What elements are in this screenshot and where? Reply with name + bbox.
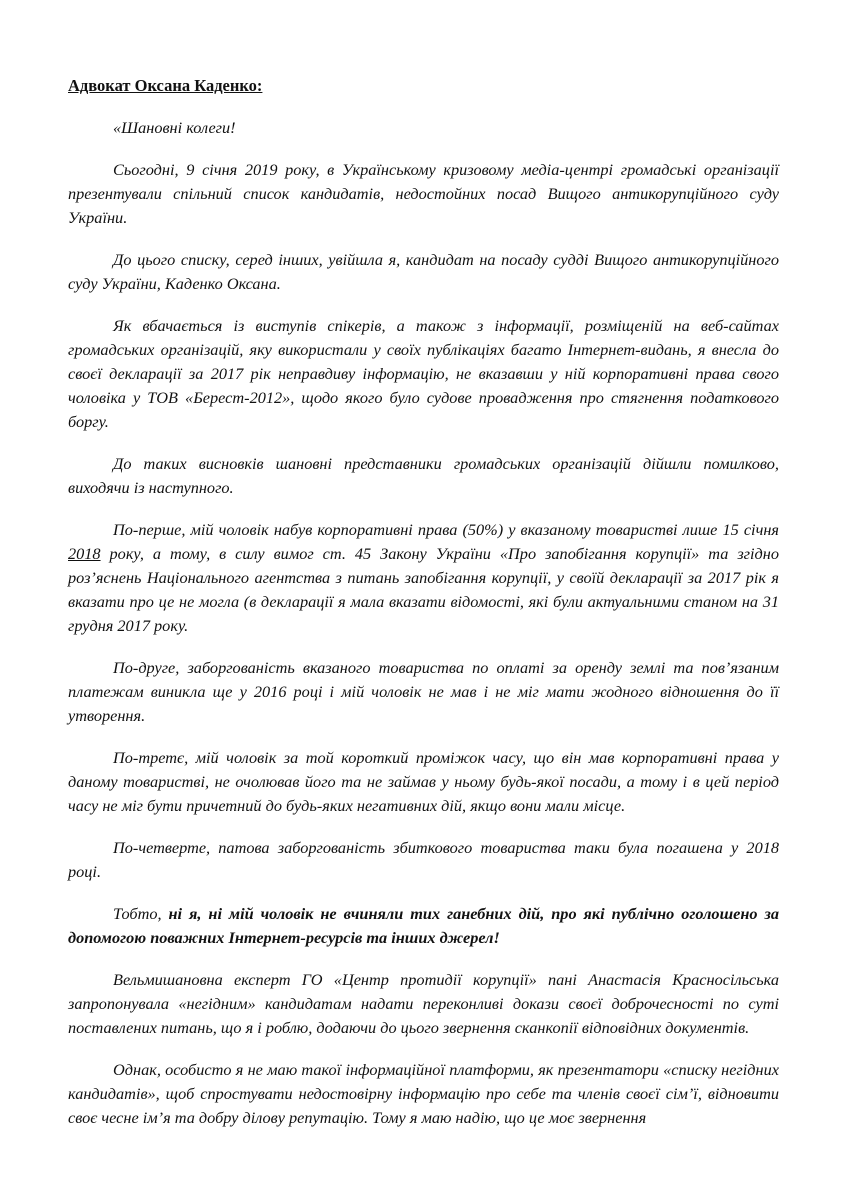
paragraph-list-inclusion: До цього списку, серед інших, увійшла я, кандидат на посаду судді Вищого антикорупційного суду України, Каденко Оксана. (68, 250, 779, 293)
paragraph-accusation: Як вбачається із виступів спікерів, а також з інформації, розміщеній на веб-сайтах громадських організацій, яку використали у своїх публікаціях багато Інтернет-видань, я внесла до своєї декларації за 2017 рік неправдиву інформацію, не вказавши у ній корпоративні права свого чоловіка у ТОВ «Берест-2012», щодо якого було судове провадження про стягнення податкового боргу. (68, 316, 779, 431)
paragraph-summary (68, 902, 779, 950)
summary-lead: Тобто, (113, 904, 169, 923)
author-heading: Адвокат Оксана Каденко: (68, 76, 263, 95)
paragraph-expert-request: Вельмишановна експерт ГО «Центр протидії корупції» пані Анастасія Красносільська запропонувала «негідним» кандидатам надати переконливі докази своєї доброчесності по суті поставлених питань, що я і роблю, додаючи до цього звернення сканкопії відповідних документів. (68, 970, 779, 1037)
paragraph-second-point: По-друге, заборгованість вказаного товариства по оплаті за оренду землі та пов’язаним платежам виникла ще у 2016 році і мій чоловік не мав і не міг мати жодного відношення до її утворення. (68, 658, 779, 725)
summary-emphasis: ні я, ні мій чоловік не вчиняли тих ганебних дій, про які публічно оголошено за допомогою поважних Інтернет-ресурсів та інших джерел! (68, 904, 779, 947)
paragraph-conclusion-error: До таких висновків шановні представники громадських організацій дійшли помилково, виходячи із наступного. (68, 454, 779, 497)
paragraph-third-point: По-третє, мій чоловік за той короткий проміжок часу, що він мав корпоративні права у даному товаристві, не очолював його та не займав у ньому будь-якої посади, а тому і в цей період часу не міг бути причетний до будь-яких негативних дій, якщо вони мали місце. (68, 748, 779, 815)
first-point-year: 2018 (68, 544, 101, 563)
paragraph-fourth-point: По-четверте, патова заборгованість збиткового товариства таки була погашена у 2018 році. (68, 838, 779, 881)
paragraph-platform: Однак, особисто я не маю такої інформаційної платформи, як презентатори «списку негідних кандидатів», щоб спростувати недостовірну інформацію про себе та членів своєї сім’ї, відновити своє чесне ім’я та добру ділову репутацію. Тому я маю надію, що це моє звернення (68, 1060, 779, 1127)
first-point-text-start: По-перше, мій чоловік набув корпоративні права (50%) у вказаному товаристві лише 15 січня (113, 520, 779, 539)
greeting-paragraph: «Шановні колеги! (113, 118, 236, 137)
paragraph-announcement: Сьогодні, 9 січня 2019 року, в Українському кризовому медіа-центрі громадські організації презентували спільний список кандидатів, недостойних посад Вищого антикорупційного суду України. (68, 160, 779, 227)
paragraph-first-point (68, 518, 779, 638)
first-point-text-end: року, а тому, в силу вимог ст. 45 Закону України «Про запобігання корупції» та згідно роз’яснень Національного агентства з питань запобігання корупції, у своїй декларації за 2017 рік я вказати про це не могла (в декларації я мала вказати відомості, які були актуальними станом на 31 грудня 2017 року. (68, 544, 779, 635)
document-body (68, 74, 779, 1148)
